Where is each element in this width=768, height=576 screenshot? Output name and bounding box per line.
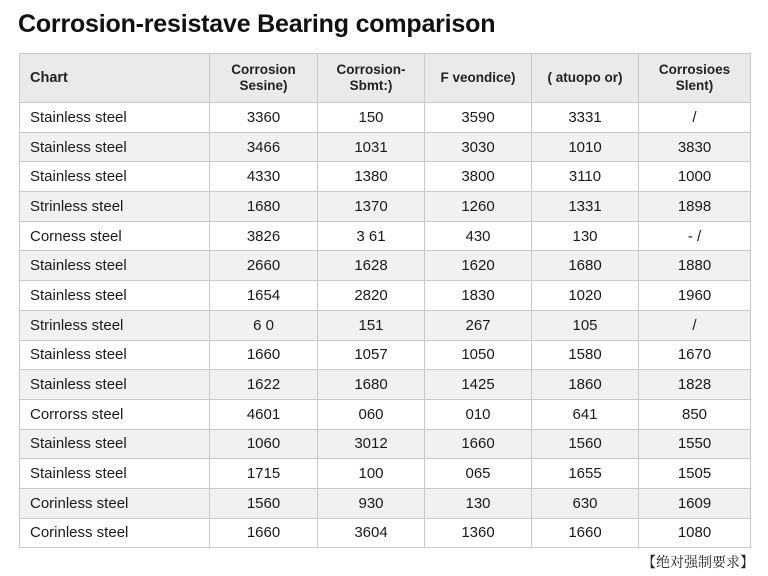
table-row [20,399,751,429]
value-cell: 1898 [639,192,751,222]
value-cell: 850 [639,399,751,429]
value-cell: 630 [532,488,639,518]
value-cell: 2660 [210,251,318,281]
table-row [20,221,751,251]
value-cell: 1560 [532,429,639,459]
value-cell: 1050 [425,340,532,370]
material-cell: Corinless steel [20,518,210,548]
table-row [20,340,751,370]
value-cell: 1680 [210,192,318,222]
value-cell: 267 [425,310,532,340]
material-cell: Strinless steel [20,192,210,222]
material-cell: Stainless steel [20,162,210,192]
value-cell: 1560 [210,488,318,518]
value-cell: 6 0 [210,310,318,340]
value-cell: 1880 [639,251,751,281]
value-cell: 100 [318,459,425,489]
value-cell: 2820 [318,281,425,311]
value-cell: 1655 [532,459,639,489]
table-row [20,103,751,133]
value-cell: 1680 [318,370,425,400]
column-header: Chart [20,54,210,103]
value-cell: 1080 [639,518,751,548]
column-header: F veondice) [425,54,532,103]
value-cell: 930 [318,488,425,518]
value-cell: 1425 [425,370,532,400]
footnote: 【绝对强制要求】 [642,555,754,571]
value-cell: 1550 [639,429,751,459]
table-row [20,518,751,548]
value-cell: 105 [532,310,639,340]
value-cell: 1060 [210,429,318,459]
value-cell: 1680 [532,251,639,281]
material-cell: Stainless steel [20,429,210,459]
table-row [20,281,751,311]
material-cell: Stainless steel [20,103,210,133]
value-cell: 065 [425,459,532,489]
material-cell: Corness steel [20,221,210,251]
value-cell: 1010 [532,132,639,162]
value-cell: 1660 [210,518,318,548]
value-cell: 3 61 [318,221,425,251]
material-cell: Stainless steel [20,132,210,162]
table-row [20,459,751,489]
table-row [20,488,751,518]
value-cell: 1370 [318,192,425,222]
value-cell: 3331 [532,103,639,133]
value-cell: 1020 [532,281,639,311]
material-cell: Stainless steel [20,251,210,281]
value-cell: 3466 [210,132,318,162]
value-cell: 1360 [425,518,532,548]
value-cell: 1620 [425,251,532,281]
material-cell: Stainless steel [20,340,210,370]
table-row [20,310,751,340]
value-cell: 1260 [425,192,532,222]
table-row [20,132,751,162]
value-cell: 1031 [318,132,425,162]
value-cell: 1670 [639,340,751,370]
comparison-table [19,53,751,548]
value-cell: 1609 [639,488,751,518]
value-cell: 130 [532,221,639,251]
table-row [20,162,751,192]
column-header: ( atuopo or) [532,54,639,103]
table-body [20,103,751,548]
value-cell: 3800 [425,162,532,192]
value-cell: 1715 [210,459,318,489]
value-cell: / [639,310,751,340]
value-cell: 1580 [532,340,639,370]
material-cell: Stainless steel [20,370,210,400]
value-cell: 060 [318,399,425,429]
value-cell: 1654 [210,281,318,311]
header-row [20,54,751,103]
material-cell: Corinless steel [20,488,210,518]
table-row [20,192,751,222]
value-cell: 1628 [318,251,425,281]
column-header: Corrosioes Slent) [639,54,751,103]
value-cell: 151 [318,310,425,340]
value-cell: 3604 [318,518,425,548]
value-cell: 4601 [210,399,318,429]
value-cell: 150 [318,103,425,133]
chart-title: Corrosion-resistave Bearing comparison [18,10,496,38]
column-header: Corrosion- Sbmt:) [318,54,425,103]
table-row [20,429,751,459]
value-cell: 1960 [639,281,751,311]
value-cell: 3030 [425,132,532,162]
value-cell: 1505 [639,459,751,489]
value-cell: 430 [425,221,532,251]
value-cell: 1828 [639,370,751,400]
value-cell: 3012 [318,429,425,459]
value-cell: 1380 [318,162,425,192]
value-cell: - / [639,221,751,251]
material-cell: Stainless steel [20,281,210,311]
value-cell: / [639,103,751,133]
value-cell: 3590 [425,103,532,133]
value-cell: 3826 [210,221,318,251]
value-cell: 1000 [639,162,751,192]
value-cell: 1057 [318,340,425,370]
value-cell: 3830 [639,132,751,162]
value-cell: 1660 [210,340,318,370]
value-cell: 4330 [210,162,318,192]
value-cell: 010 [425,399,532,429]
value-cell: 1622 [210,370,318,400]
value-cell: 130 [425,488,532,518]
material-cell: Strinless steel [20,310,210,340]
material-cell: Corrorss steel [20,399,210,429]
value-cell: 641 [532,399,639,429]
value-cell: 3110 [532,162,639,192]
value-cell: 1331 [532,192,639,222]
value-cell: 1860 [532,370,639,400]
value-cell: 1830 [425,281,532,311]
material-cell: Stainless steel [20,459,210,489]
table-row [20,370,751,400]
value-cell: 1660 [532,518,639,548]
column-header: Corrosion Sesine) [210,54,318,103]
value-cell: 3360 [210,103,318,133]
table-row [20,251,751,281]
value-cell: 1660 [425,429,532,459]
